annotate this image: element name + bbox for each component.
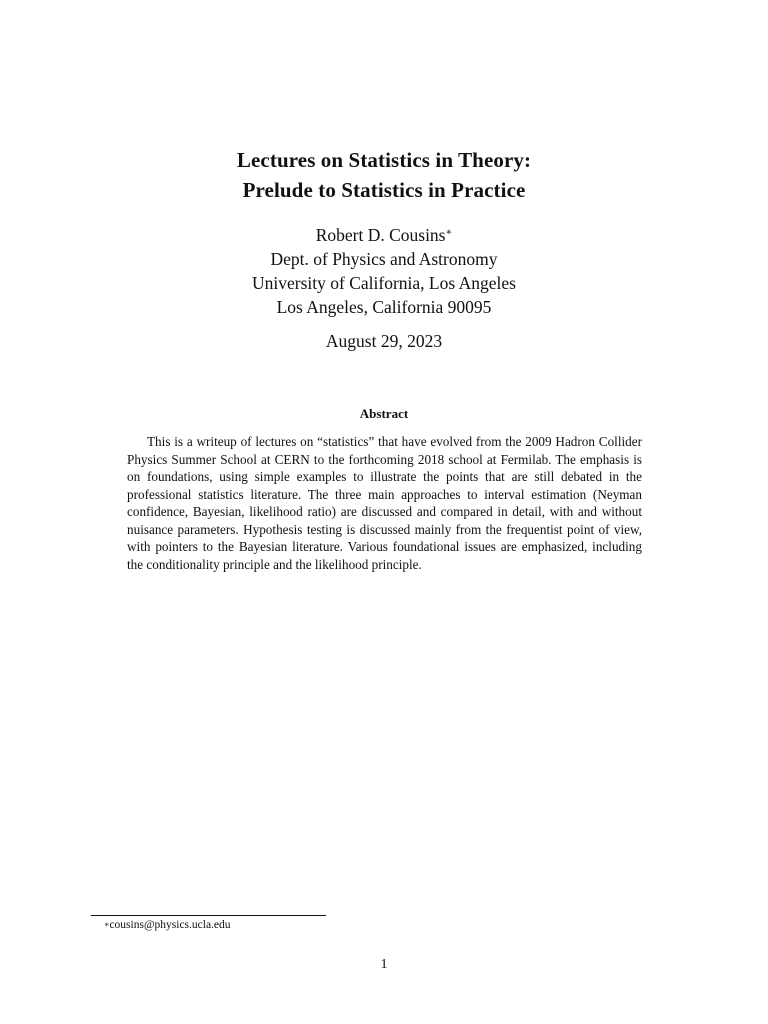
author-block	[0, 223, 768, 319]
footnote	[104, 918, 231, 933]
author-university: University of California, Los Angeles	[252, 273, 516, 293]
abstract-heading: Abstract	[359, 406, 409, 421]
author-name: Robert D. Cousins	[315, 225, 446, 245]
page-number: 1	[380, 957, 388, 972]
paper-title	[0, 145, 768, 205]
author-address: Los Angeles, California 90095	[276, 297, 492, 317]
author-footnote-mark: ∗	[445, 227, 453, 238]
footnote-rule	[91, 915, 326, 916]
author-department: Dept. of Physics and Astronomy	[270, 249, 498, 269]
abstract-body: This is a writeup of lectures on “statistics” that have evolved from the 2009 Hadron Collider Physics Summer School at CERN to the forthcoming 2018 school at Fermilab. The emphasis is on foundations, using simple examples to illustrate the points that are still debated in the professional statistics literature. The three main approaches to interval estimation (Neyman confidence, Bayesian, likelihood ratio) are discussed and compared in detail, with and without nuisance parameters. Hypothesis testing is discussed mainly from the frequentist point of view, with pointers to the Bayesian literature. Various foundational issues are emphasized, including the conditionality principle and the likelihood principle.	[127, 434, 642, 572]
author-name-line	[0, 223, 768, 247]
paper-date: August 29, 2023	[325, 331, 443, 351]
footnote-mark: ∗	[104, 920, 110, 929]
title-line-2: Prelude to Statistics in Practice	[242, 178, 526, 202]
footnote-email: cousins@physics.ucla.edu	[109, 919, 231, 931]
title-line-1: Lectures on Statistics in Theory:	[236, 148, 532, 172]
